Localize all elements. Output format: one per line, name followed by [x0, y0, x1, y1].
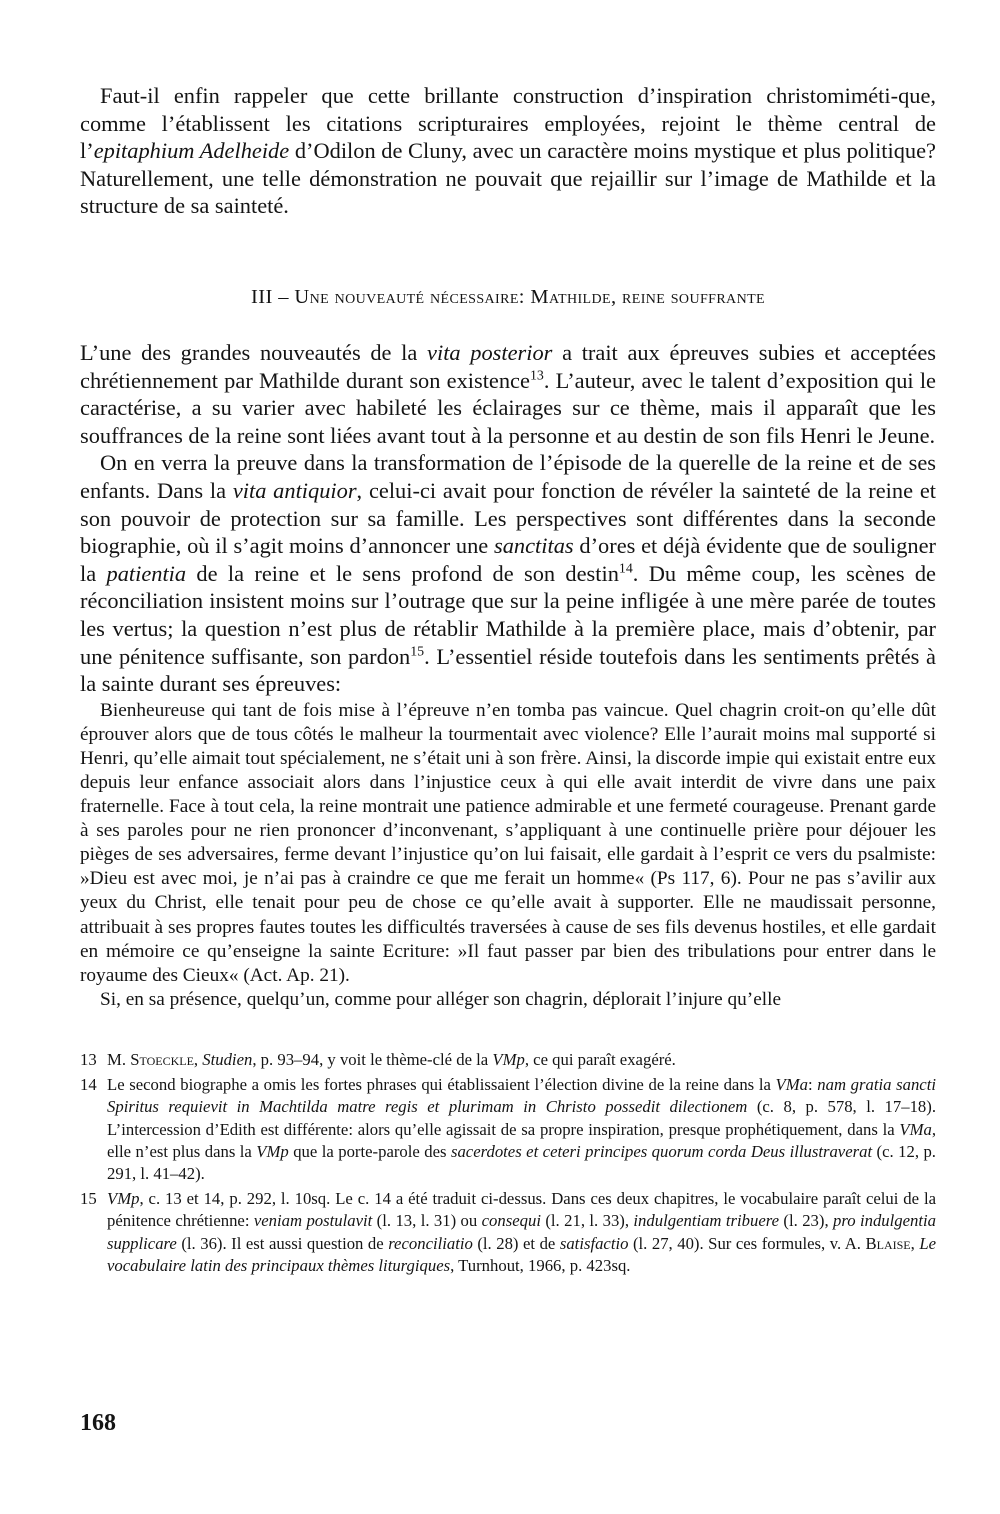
italic-run: veniam postulavit: [253, 1211, 373, 1231]
footnote-ref: 15: [410, 644, 425, 660]
italic-run: VMp: [107, 1189, 140, 1209]
footnote-15: [80, 1188, 936, 1277]
page-body: [80, 82, 936, 1277]
italic-run: vita antiquior: [232, 477, 357, 503]
italic-run: VMp: [492, 1049, 525, 1069]
footnote-number: 14: [80, 1075, 97, 1095]
footnote-ref: 13: [529, 368, 544, 384]
italic-run: sanctitas: [494, 533, 574, 559]
footnote-14: [80, 1074, 936, 1185]
paragraph-1: Faut-il enfin rappeler que cette brillante construction d’inspiration christomiméti-que, comme l’établissent les citations scripturaires employées, rejoint le thème central de l’epitaphium Adelheide d’Odilon de Cluny, avec un caractère moins mystique et plus politique? Naturellement, une telle démonstration ne pouvait que rejaillir sur l’image de Mathilde et la structure de sa sainteté.: [80, 83, 936, 219]
page-number: 168: [80, 1410, 116, 1436]
block-quote-paragraph-2: Si, en sa présence, quelqu’un, comme pour alléger son chagrin, déplorait l’injure qu’elle: [100, 988, 782, 1010]
italic-run: consequi: [481, 1211, 541, 1231]
italic-run: VMp: [256, 1141, 289, 1161]
italic-run: Studien: [202, 1049, 253, 1069]
small-caps-run: Blaise: [865, 1233, 911, 1253]
paragraph-3: On en verra la preuve dans la transformation de l’épisode de la querelle de la reine et de ses enfants. Dans la vita antiquior, celui-ci avait pour fonction de révéler la sainteté de la reine et son pouvoir de protection sur sa famille. Les perspectives sont différentes dans la seconde biographie, où il s’agit moins d’annoncer une sanctitas d’ores et déjà évidente que de souligner la patientia de la reine et le sens profond de son destin$^{14}$. Du même coup, les scènes de réconciliation insistent moins sur l’outrage que sur la peine infligée à une mère parée de toutes les vertus; la question n’est plus de rétablir Mathilde à la première place, mais d’obtenir, par une pénitence suffisante, son pardon$^{15}$. L’essentiel réside toutefois dans les sentiments prêtés à la sainte durant ses épreuves:: [80, 450, 936, 697]
footnote-text: Le second biographe a omis les fortes phrases qui établissaient l’élection divine de la reine dans la VMa: nam gratia sancti Spiritus requievit in Machtilda matre regis et plurimam in Christo possedit dilectionem (c. 8, p. 578, l. 17–18). L’intercession d’Edith est différente: alors qu’elle agissait de sa propre inspiration, presque prophétiquement, dans la VMa, elle n’est plus dans la VMp que la porte-parole des sacerdotes et ceteri principes quorum corda Deus illustraverat (c. 12, p. 291, l. 41–42).: [107, 1075, 936, 1183]
block-quote: [80, 699, 936, 1012]
block-quote-paragraph-1: Bienheureuse qui tant de fois mise à l’épreuve n’en tomba pas vaincue. Quel chagrin croit-on qu’elle dût éprouver alors que de tous côtés le malheur la tourmentait avec violence? Elle l’aurait moins mal supporté si Henri, qu’elle aimait tout spécialement, ne s’était uni à son frère. Ainsi, la discorde impie qui existait entre eux depuis leur enfance associait alors dans l’injustice ceux à qui elle avait interdit de vivre dans une paix fraternelle. Face à tout cela, la reine montrait une patience admirable et une fermeté courageuse. Prenant garde à ses paroles pour ne rien prononcer d’inconvenant, s’appliquant à une continuelle prière pour déjouer les pièges de ses adversaires, ferme devant l’injustice qu’on lui faisait, elle gardait à l’esprit ce vers du psalmiste: »Dieu est avec moi, je n’ai pas à craindre ce que me ferait un homme« (Ps 117, 6). Pour ne pas s’avilir aux yeux du Christ, elle tenait pour peu de chose ce qu’elle avait à supporter. Elle ne maudissait personne, attribuait à ses propres fautes toutes les difficultés traversées à cause de ses fils devenus hostiles, et elle gardait en mémoire ce qu’enseigne la sainte Ecriture: »Il faut passer par bien des tribulations pour entrer dans le royaume des Cieux« (Act. Ap. 21).: [80, 699, 936, 986]
italic-run: epitaphium Adelheide: [93, 138, 290, 164]
italic-run: satisfactio: [559, 1233, 629, 1253]
footnote-text: M. Stoeckle, Studien, p. 93–94, y voit le thème-clé de la VMp, ce qui paraît exagéré.: [107, 1049, 676, 1069]
italic-run: pro indulgentia supplicare: [107, 1211, 936, 1253]
footnote-ref: 14: [618, 561, 633, 577]
italic-run: VMa: [899, 1119, 932, 1139]
italic-run: sacerdotes et ceteri principes quorum corda Deus illustraverat: [450, 1141, 873, 1161]
italic-run: patientia: [106, 560, 187, 586]
footnote-number: 15: [80, 1189, 97, 1209]
italic-run: vita posterior: [427, 339, 553, 365]
italic-run: indulgentiam tribuere: [633, 1211, 780, 1231]
section-heading: III – Une nouveauté nécessaire: Mathilde, reine souffrante: [251, 285, 765, 308]
italic-run: nam gratia sancti Spiritus requievit in Machtilda matre regis et plurimam in Christo possedit dilectionem: [107, 1075, 936, 1117]
footnote-number: 13: [80, 1049, 97, 1069]
italic-run: VMa: [775, 1075, 808, 1095]
footnotes: [80, 1049, 936, 1277]
small-caps-run: Une nouveauté nécessaire: Mathilde, reine souffrante: [294, 285, 765, 308]
paragraph-2: L’une des grandes nouveautés de la vita posterior a trait aux épreuves subies et acceptées chrétiennement par Mathilde durant son existence$^{13}$. L’auteur, avec le talent d’exposition qui le caractérise, a su varier avec habileté les éclairages sur ce thème, mais il apparaît que les souffrances de la reine sont liées avant tout à la personne et au destin de son fils Henri le Jeune.: [80, 339, 936, 448]
italic-run: reconciliatio: [388, 1233, 473, 1253]
footnote-text: VMp, c. 13 et 14, p. 292, l. 10sq. Le c. 14 a été traduit ci-dessus. Dans ces deux chapitres, le vocabulaire paraît celui de la pénitence chrétienne: veniam postulavit (l. 13, l. 31) ou consequi (l. 21, l. 33), indulgentiam tribuere (l. 23), pro indulgentia supplicare (l. 36). Il est aussi question de reconciliatio (l. 28) et de satisfactio (l. 27, 40). Sur ces formules, v. A. Blaise, Le vocabulaire latin des principaux thèmes liturgiques, Turnhout, 1966, p. 423sq.: [107, 1189, 937, 1275]
footnote-13: [80, 1049, 936, 1071]
small-caps-run: Stoeckle: [130, 1049, 194, 1069]
italic-run: Le vocabulaire latin des principaux thèmes liturgiques: [107, 1233, 937, 1275]
